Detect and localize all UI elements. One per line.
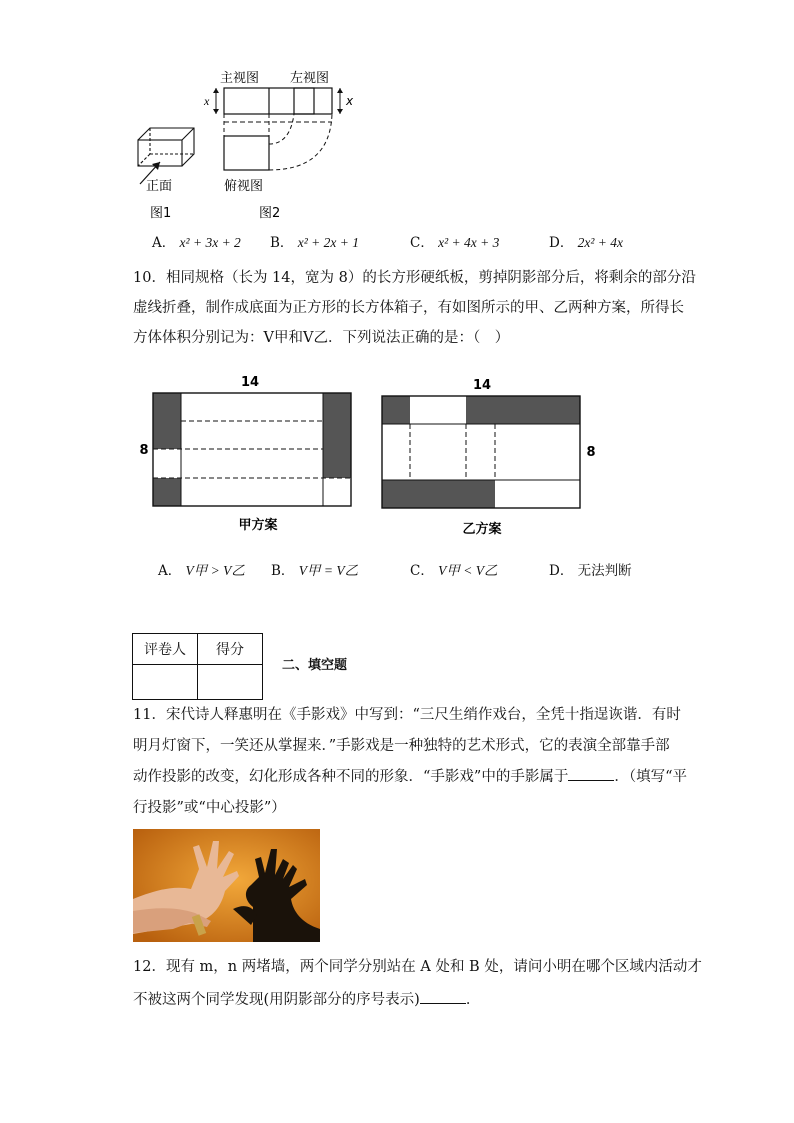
option-letter: A．: [158, 563, 182, 579]
option-expr: 无法判断: [577, 563, 632, 579]
q9-option-b: [270, 232, 359, 254]
top-view-label: 俯视图: [224, 179, 264, 194]
q10-option-c: [410, 560, 498, 582]
reviewer-header: 评卷人: [133, 634, 198, 665]
box-3d: [138, 128, 194, 166]
q11-text: 动作投影的改变，幻化形成各种不同的形象．“手影戏”中的手影属于: [133, 769, 569, 785]
fig1-label: 图1: [150, 206, 172, 221]
plan-a-diagram: [136, 372, 362, 538]
q10-option-a: [158, 560, 245, 582]
plan-b-shade-top-left: [382, 396, 410, 424]
x-label-right: x: [346, 94, 354, 108]
q10-line: 方体体积分别记为：V甲和V乙．下列说法正确的是：（ ）: [133, 330, 510, 346]
q11-line: 行投影”或“中心投影”）: [133, 800, 286, 816]
plan-b-label: 乙方案: [462, 522, 502, 537]
q12-answer-blank[interactable]: [420, 989, 466, 1004]
q11-text: ．（填写“平: [614, 769, 687, 785]
section-title: 二、填空题: [282, 658, 348, 673]
plan-a-shade-right: [323, 393, 351, 478]
q11-answer-blank[interactable]: [568, 766, 614, 781]
option-expr: V甲 > V乙: [185, 563, 245, 578]
option-letter: B．: [270, 235, 294, 251]
q11-question: [133, 700, 687, 824]
option-letter: C．: [410, 563, 434, 579]
q11-line: 11．宋代诗人释惠明在《手影戏》中写到：“三尺生绡作戏台，全凭十指逞诙谐．有时: [133, 707, 681, 723]
reviewer-cell[interactable]: [133, 665, 198, 700]
plan-a-label: 甲方案: [238, 518, 278, 533]
plan-a-shade-left-top: [153, 393, 181, 449]
top-view-rect: [224, 136, 269, 170]
q12-line: 12．现有 m，n 两堵墙，两个同学分别站在 A 处和 B 处，请问小明在哪个区域内活动才: [133, 959, 702, 975]
left-view-rect: [294, 88, 332, 114]
q12-question: [133, 951, 702, 1017]
plan-b-width-label: 8: [586, 445, 596, 460]
q12-text: ．: [465, 992, 481, 1008]
x-label-left: x: [204, 94, 210, 108]
q10-line: 10．相同规格（长为 14，宽为 8）的长方形硬纸板，剪掉阴影部分后，将剩余的部分沿: [133, 270, 696, 286]
q11-line: 明月灯窗下，一笑还从掌握来．”手影戏是一种独特的艺术形式，它的表演全部靠手部: [133, 738, 670, 754]
q9-figure: [130, 62, 370, 222]
q11-line: [133, 762, 687, 793]
main-view-label: 主视图: [220, 71, 260, 86]
hand-shadow-photo: [133, 829, 320, 942]
q10-line: 虚线折叠，制作成底面为正方形的长方体箱子，有如图所示的甲、乙两种方案，所得长: [133, 300, 684, 316]
q10-question: [133, 263, 696, 353]
q9-option-d: [549, 232, 623, 254]
plan-a-width-label: 8: [139, 443, 149, 458]
option-letter: D．: [549, 235, 574, 251]
option-expr: V甲 < V乙: [438, 563, 498, 578]
arrowhead: [337, 88, 343, 93]
option-expr: x² + 4x + 3: [438, 235, 500, 250]
q10-option-b: [271, 560, 358, 582]
plan-b-shade-top-right: [466, 396, 580, 424]
score-table: [132, 633, 263, 700]
plan-a-shade-left-bottom: [153, 478, 181, 506]
score-header: 得分: [198, 634, 263, 665]
q12-line: [133, 984, 702, 1017]
left-view-label: 左视图: [290, 71, 330, 86]
option-letter: B．: [271, 563, 295, 579]
option-expr: 2x² + 4x: [577, 235, 624, 250]
arrowhead: [337, 109, 343, 114]
arrowhead: [213, 109, 219, 114]
option-letter: D．: [549, 563, 574, 579]
option-letter: C．: [410, 235, 434, 251]
fig2-label: 图2: [259, 206, 281, 221]
q10-option-d: [549, 560, 632, 582]
option-expr: x² + 3x + 2: [179, 235, 241, 250]
arrowhead: [213, 88, 219, 93]
option-expr: V甲 = V乙: [298, 563, 359, 578]
dash-arc-inner: [269, 114, 294, 144]
q12-text: 不被这两个同学发现(用阴影部分的序号表示): [133, 992, 420, 1008]
plan-b-length-label: 14: [472, 378, 492, 393]
plan-a-length-label: 14: [240, 375, 260, 390]
q9-option-a: [152, 232, 241, 254]
front-label: 正面: [146, 179, 173, 194]
plan-b-shade-bottom: [382, 480, 495, 508]
plan-b-diagram: [378, 374, 604, 540]
score-cell[interactable]: [198, 665, 263, 700]
option-expr: x² + 2x + 1: [297, 235, 359, 250]
q9-option-c: [410, 232, 499, 254]
option-letter: A．: [152, 235, 176, 251]
